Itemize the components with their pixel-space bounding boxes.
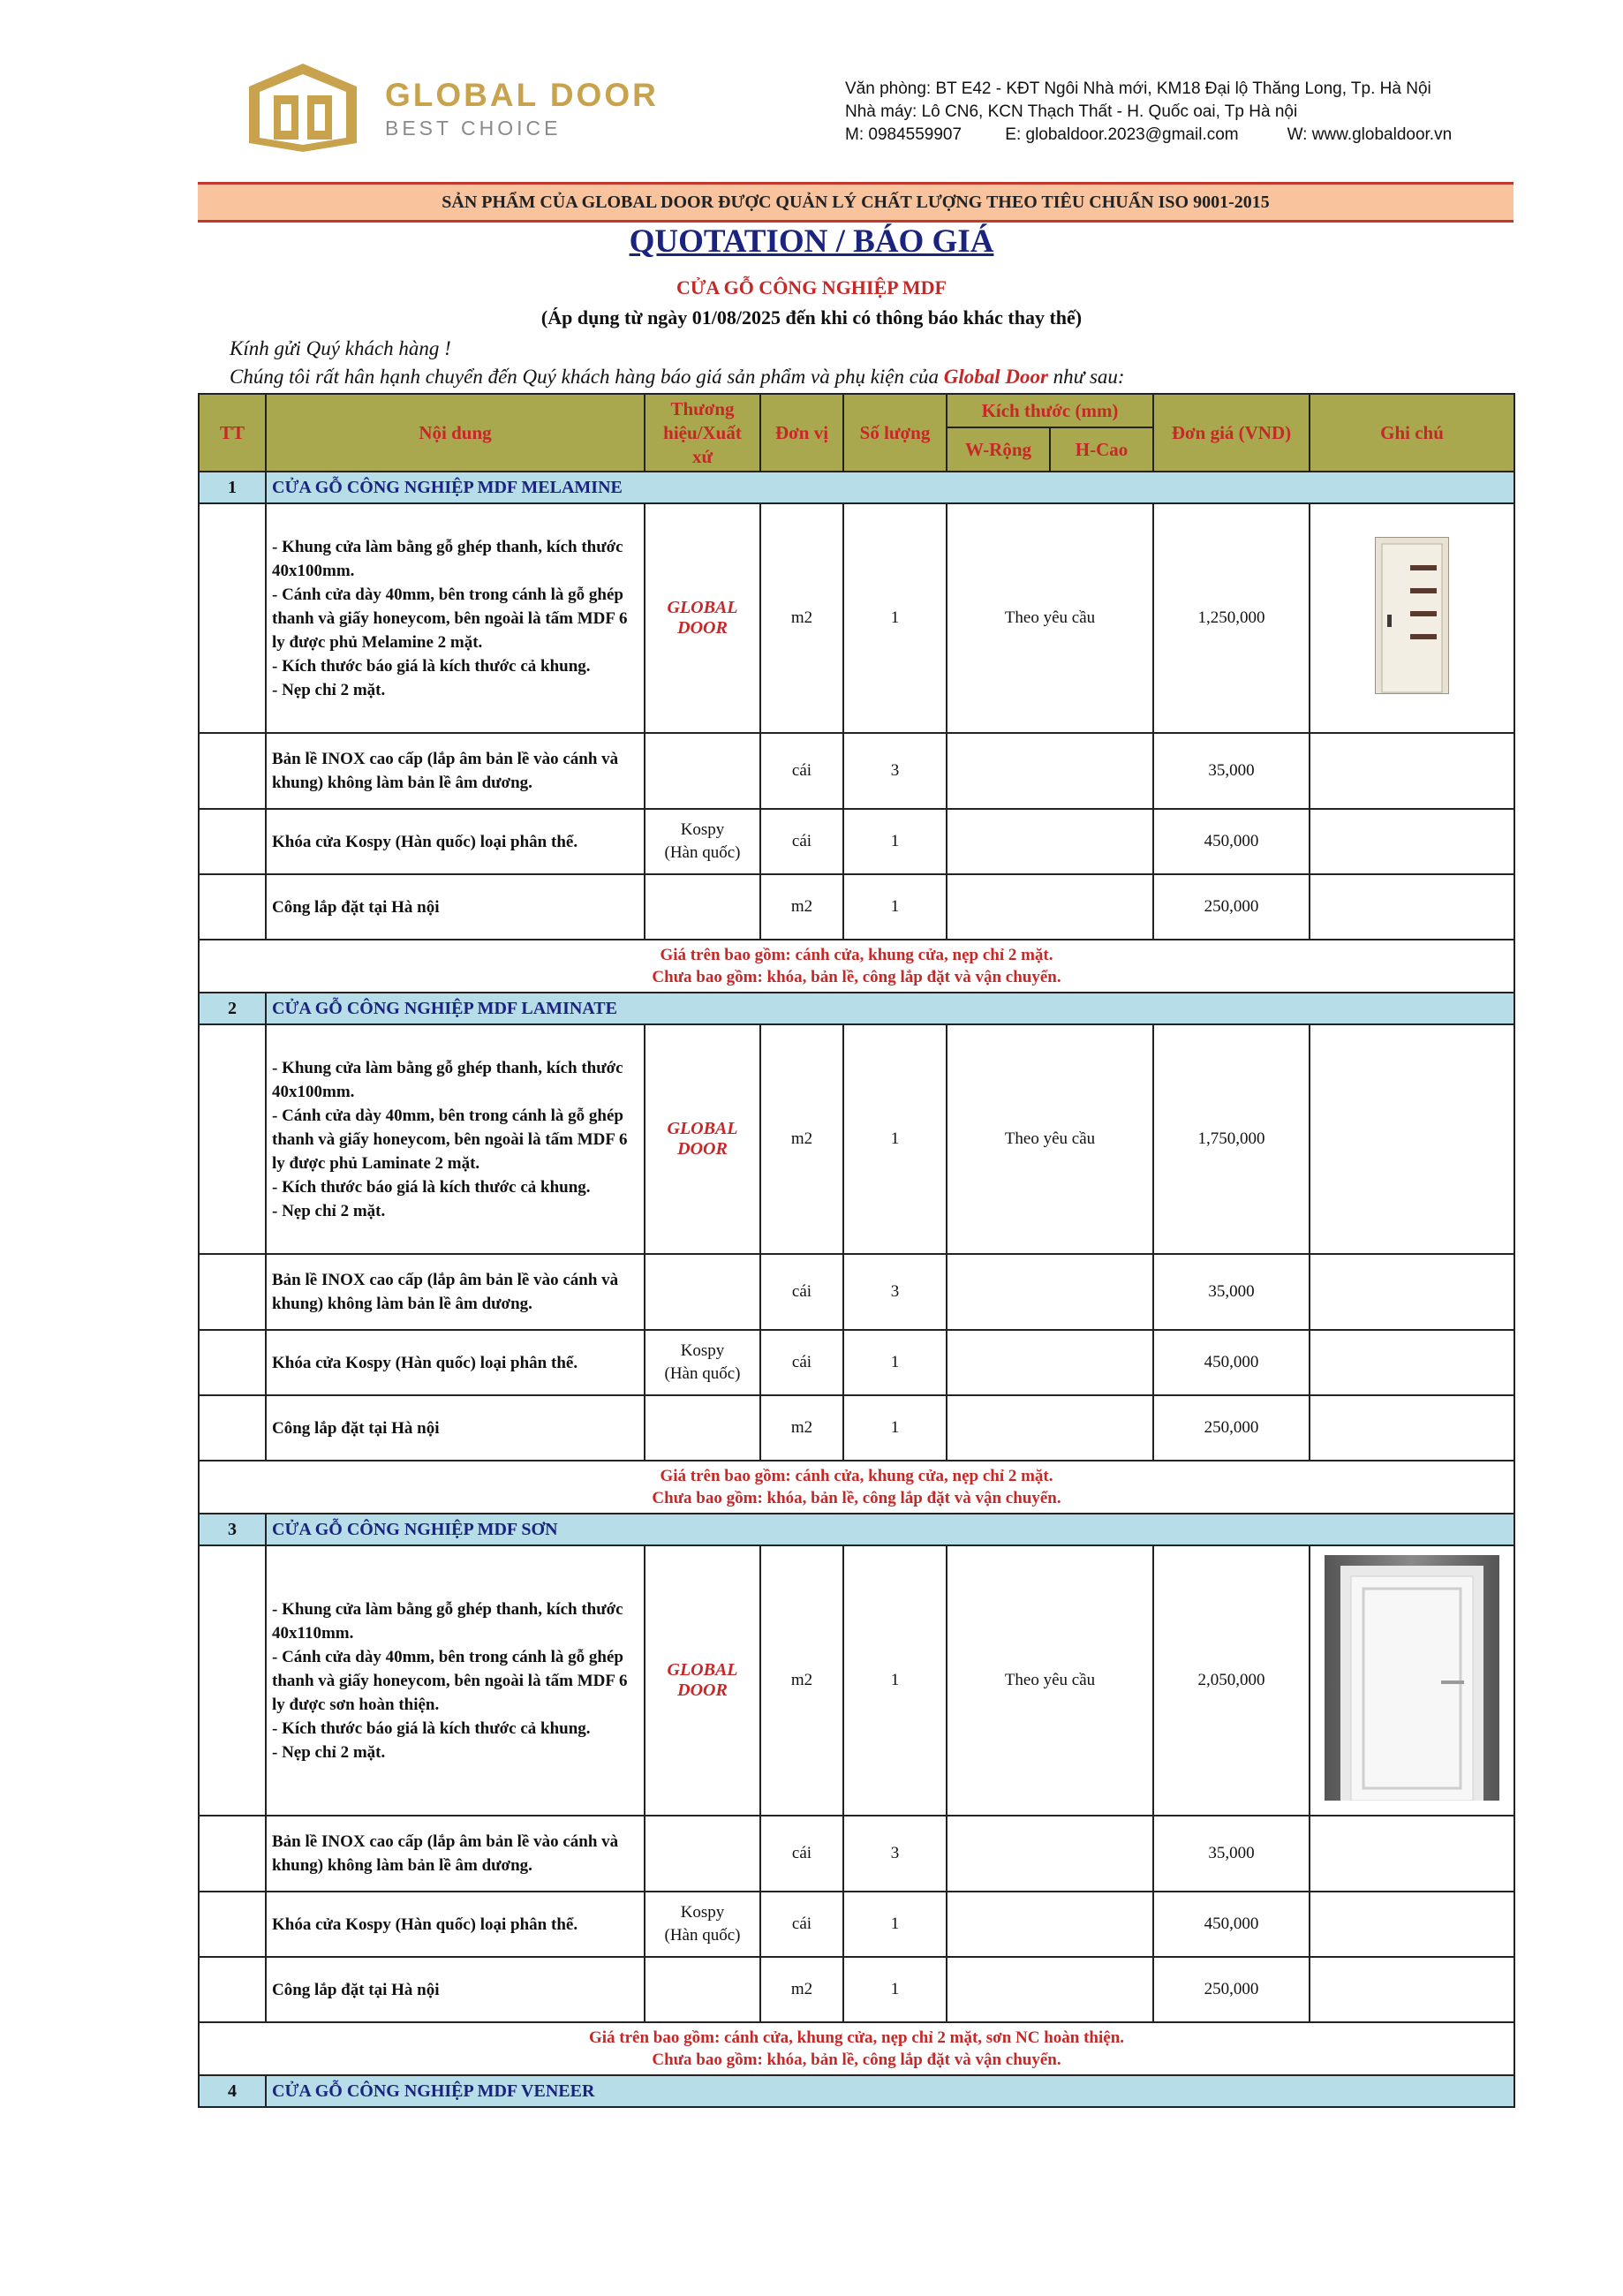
item-brand: GLOBAL DOOR [645, 503, 760, 733]
install-qty: 1 [843, 1395, 947, 1461]
col-qty: Số lượng [843, 394, 947, 472]
item-size: Theo yêu cầu [947, 1545, 1153, 1816]
hinge-price: 35,000 [1153, 1816, 1310, 1892]
item-unit: m2 [760, 1545, 843, 1816]
item-description: - Khung cửa làm bằng gỗ ghép thanh, kích thước 40x100mm. - Cánh cửa dày 40mm, bên trong cánh là gỗ ghép thanh và giấy honeycom, bên ngoài là tấm MDF 6 ly được phủ Laminate 2 mặt. - Kích thước báo giá là kích thước cả khung. - Nẹp chỉ 2 mặt. [266, 1024, 645, 1254]
lock-description: Khóa cửa Kospy (Hàn quốc) loại phân thể. [266, 1330, 645, 1395]
intro-brand: Global Door [943, 366, 1048, 388]
col-content: Nội dung [266, 394, 645, 472]
table-row [199, 1395, 1514, 1461]
hinge-unit: cái [760, 733, 843, 809]
section-title: CỬA GỖ CÔNG NGHIỆP MDF VENEER [266, 2075, 1514, 2107]
section-row [199, 472, 1514, 503]
hinge-price: 35,000 [1153, 733, 1310, 809]
lock-unit: cái [760, 1330, 843, 1395]
quotation-table [198, 393, 1515, 2108]
contact-row [845, 124, 1452, 147]
lock-description: Khóa cửa Kospy (Hàn quốc) loại phân thể. [266, 1892, 645, 1957]
col-unit: Đơn vị [760, 394, 843, 472]
hinge-description: Bản lề INOX cao cấp (lắp âm bản lề vào cánh và khung) không làm bản lề âm dương. [266, 733, 645, 809]
section-number: 3 [199, 1514, 266, 1545]
note-included: Giá trên bao gồm: cánh cửa, khung cửa, nẹp chỉ 2 mặt, sơn NC hoàn thiện. [588, 2028, 1125, 2047]
section-row [199, 2075, 1514, 2107]
note-excluded: Chưa bao gồm: khóa, bản lề, công lắp đặt và vận chuyển. [652, 1489, 1061, 1507]
note-included: Giá trên bao gồm: cánh cửa, khung cửa, nẹp chỉ 2 mặt. [660, 1467, 1053, 1485]
section-title: CỬA GỖ CÔNG NGHIỆP MDF MELAMINE [266, 472, 1514, 503]
item-qty: 1 [843, 503, 947, 733]
col-size: Kích thước (mm) [947, 394, 1153, 427]
item-price: 2,050,000 [1153, 1545, 1310, 1816]
table-row [199, 809, 1514, 874]
brand-name: GLOBAL DOOR [385, 77, 659, 113]
section-note [199, 1461, 1514, 1514]
install-price: 250,000 [1153, 874, 1310, 940]
lock-price: 450,000 [1153, 1330, 1310, 1395]
item-image-cell [1310, 503, 1514, 733]
intro-suffix: như sau: [1053, 366, 1125, 388]
painted-door-photo [1325, 1555, 1499, 1801]
hinge-price: 35,000 [1153, 1254, 1310, 1330]
email: E: globaldoor.2023@gmail.com [1005, 125, 1239, 144]
intro-line [230, 366, 1125, 389]
hinge-unit: cái [760, 1816, 843, 1892]
greeting: Kính gửi Quý khách hàng ! [230, 337, 451, 359]
col-height: H-Cao [1050, 427, 1153, 472]
section-number: 4 [199, 2075, 266, 2107]
item-qty: 1 [843, 1024, 947, 1254]
lock-unit: cái [760, 809, 843, 874]
section-number: 1 [199, 472, 266, 503]
note-excluded: Chưa bao gồm: khóa, bản lề, công lắp đặt và vận chuyển. [652, 2051, 1061, 2069]
item-image-cell [1310, 1545, 1514, 1816]
page-title: QUOTATION / BÁO GIÁ [629, 223, 994, 260]
brand-tagline: BEST CHOICE [385, 117, 562, 140]
lock-qty: 1 [843, 1330, 947, 1395]
hinge-qty: 3 [843, 733, 947, 809]
lock-price: 450,000 [1153, 809, 1310, 874]
section-row [199, 1514, 1514, 1545]
item-brand: GLOBAL DOOR [645, 1545, 760, 1816]
table-row [199, 1545, 1514, 1816]
install-qty: 1 [843, 1957, 947, 2022]
item-size: Theo yêu cầu [947, 1024, 1153, 1254]
install-unit: m2 [760, 1395, 843, 1461]
melamine-door-photo [1375, 537, 1449, 694]
table-row [199, 733, 1514, 809]
item-description: - Khung cửa làm bằng gỗ ghép thanh, kích thước 40x110mm. - Cánh cửa dày 40mm, bên trong cánh là gỗ ghép thanh và giấy honeycom, bên ngoài là tấm MDF 6 ly được sơn hoàn thiện. - Kích thước báo giá là kích thước cả khung. - Nẹp chỉ 2 mặt. [266, 1545, 645, 1816]
lock-qty: 1 [843, 809, 947, 874]
install-unit: m2 [760, 1957, 843, 2022]
hinge-qty: 3 [843, 1254, 947, 1330]
install-description: Công lắp đặt tại Hà nội [266, 1957, 645, 2022]
item-qty: 1 [843, 1545, 947, 1816]
item-description: - Khung cửa làm bằng gỗ ghép thanh, kích thước 40x100mm. - Cánh cửa dày 40mm, bên trong cánh là gỗ ghép thanh và giấy honeycom, bên ngoài là tấm MDF 6 ly được phủ Melamine 2 mặt. - Kích thước báo giá là kích thước cả khung. - Nẹp chỉ 2 mặt. [266, 503, 645, 733]
iso-banner: SẢN PHẨM CỦA GLOBAL DOOR ĐƯỢC QUẢN LÝ CHẤT LƯỢNG THEO TIÊU CHUẨN ISO 9001-2015 [198, 182, 1514, 223]
brand-block [385, 78, 659, 140]
hinge-description: Bản lề INOX cao cấp (lắp âm bản lề vào cánh và khung) không làm bản lề âm dương. [266, 1254, 645, 1330]
table-row [199, 1330, 1514, 1395]
factory-address: Nhà máy: Lô CN6, KCN Thạch Thất - H. Quốc oai, Tp Hà nội [845, 102, 1298, 121]
phone: M: 0984559907 [845, 125, 962, 144]
website[interactable]: W: www.globaldoor.vn [1287, 125, 1453, 144]
col-width: W-Rộng [947, 427, 1050, 472]
item-price: 1,750,000 [1153, 1024, 1310, 1254]
item-price: 1,250,000 [1153, 503, 1310, 733]
section-title: CỬA GỖ CÔNG NGHIỆP MDF LAMINATE [266, 993, 1514, 1024]
lock-origin: Kospy (Hàn quốc) [645, 1892, 760, 1957]
install-description: Công lắp đặt tại Hà nội [266, 874, 645, 940]
lock-unit: cái [760, 1892, 843, 1957]
note-included: Giá trên bao gồm: cánh cửa, khung cửa, nẹp chỉ 2 mặt. [660, 946, 1053, 964]
item-size: Theo yêu cầu [947, 503, 1153, 733]
col-price: Đơn giá (VND) [1153, 394, 1310, 472]
note-excluded: Chưa bao gồm: khóa, bản lề, công lắp đặt và vận chuyển. [652, 968, 1061, 986]
lock-qty: 1 [843, 1892, 947, 1957]
item-unit: m2 [760, 1024, 843, 1254]
table-row [199, 1892, 1514, 1957]
item-brand: GLOBAL DOOR [645, 1024, 760, 1254]
install-price: 250,000 [1153, 1957, 1310, 2022]
install-price: 250,000 [1153, 1395, 1310, 1461]
section-title: CỬA GỖ CÔNG NGHIỆP MDF SƠN [266, 1514, 1514, 1545]
install-description: Công lắp đặt tại Hà nội [266, 1395, 645, 1461]
contact-info [845, 78, 1452, 147]
install-qty: 1 [843, 874, 947, 940]
section-number: 2 [199, 993, 266, 1024]
page-subtitle: CỬA GỖ CÔNG NGHIỆP MDF [676, 276, 947, 298]
item-unit: m2 [760, 503, 843, 733]
hinge-description: Bản lề INOX cao cấp (lắp âm bản lề vào cánh và khung) không làm bản lề âm dương. [266, 1816, 645, 1892]
intro-prefix: Chúng tôi rất hân hạnh chuyển đến Quý khách hàng báo giá sản phẩm và phụ kiện của [230, 366, 944, 388]
col-note: Ghi chú [1310, 394, 1514, 472]
office-address: Văn phòng: BT E42 - KĐT Ngôi Nhà mới, KM18 Đại lộ Thăng Long, Tp. Hà Nội [845, 79, 1431, 98]
lock-origin: Kospy (Hàn quốc) [645, 809, 760, 874]
effective-date: (Áp dụng từ ngày 01/08/2025 đến khi có thông báo khác thay thế) [540, 306, 1083, 329]
section-note [199, 2022, 1514, 2075]
col-brand: Thương hiệu/Xuất xứ [645, 394, 760, 472]
lock-description: Khóa cửa Kospy (Hàn quốc) loại phân thể. [266, 809, 645, 874]
hinge-unit: cái [760, 1254, 843, 1330]
table-row [199, 1024, 1514, 1254]
section-note [199, 940, 1514, 993]
col-tt: TT [199, 394, 266, 472]
table-row [199, 1816, 1514, 1892]
section-row [199, 993, 1514, 1024]
table-row [199, 874, 1514, 940]
global-door-logo [245, 62, 360, 154]
table-row [199, 503, 1514, 733]
lock-origin: Kospy (Hàn quốc) [645, 1330, 760, 1395]
install-unit: m2 [760, 874, 843, 940]
hinge-qty: 3 [843, 1816, 947, 1892]
lock-price: 450,000 [1153, 1892, 1310, 1957]
table-row [199, 1254, 1514, 1330]
table-row [199, 1957, 1514, 2022]
